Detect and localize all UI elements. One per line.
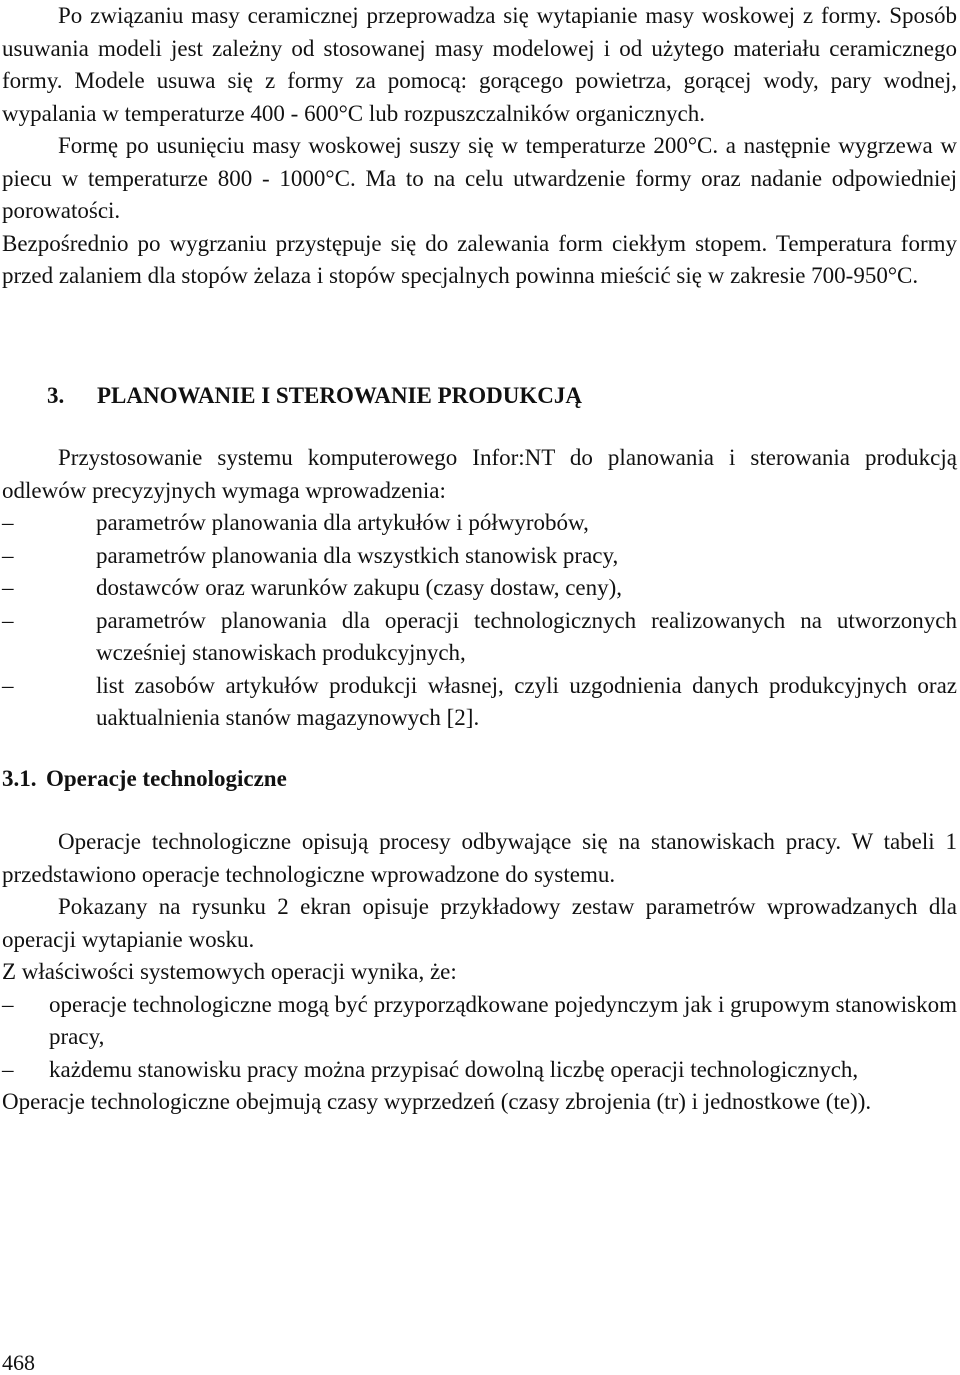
dash-bullet: – (2, 542, 14, 568)
list-item: – parametrów planowania dla operacji technologicznych realizowanych na utworzonych wcześniej stanowiskach produkcyjnych, (2, 605, 957, 670)
dash-bullet: – (2, 607, 14, 633)
paragraph-pouring: Bezpośrednio po wygrzaniu przystępuje się do zalewania form ciekłym stopem. Temperatura formy przed zalaniem dla stopów żelaza i stopów specjalnych powinna mieścić się w zakresie 700-950°C. (2, 230, 957, 288)
properties-list (2, 989, 957, 1087)
list-item: – operacje technologiczne mogą być przyporządkowane pojedynczym jak i grupowym stanowiskom pracy, (2, 989, 957, 1054)
section-3-1-body (2, 826, 957, 1119)
section-3-1-heading (2, 764, 287, 794)
dash-bullet: – (2, 672, 14, 698)
paragraph-operations: Operacje technologiczne opisują procesy odbywające się na stanowiskach pracy. W tabeli 1 przedstawiono operacje technologiczne wprowadzone do systemu. (2, 829, 957, 887)
dash-bullet: – (2, 991, 14, 1017)
list-item: – parametrów planowania dla artykułów i półwyrobów, (2, 507, 957, 540)
text-block-intro (2, 0, 957, 293)
section-3-1-number: 3.1. (2, 766, 37, 791)
dash-bullet: – (2, 575, 14, 600)
dash-bullet: – (2, 510, 14, 535)
paragraph-properties: Z właściwości systemowych operacji wynika, że: (2, 959, 457, 984)
paragraph-lead-times: Operacje technologiczne obejmują czasy wyprzedzeń (czasy zbrojenia (tr) i jednostkowe (te)). (2, 1089, 872, 1114)
section-3-1-title: Operacje technologiczne (46, 766, 287, 791)
paragraph-wax-removal: Po związaniu masy ceramicznej przeprowadza się wytapianie masy woskowej z formy. Sposób usuwania modeli jest zależny od stosowanej masy modelowej i od użytego materiału ceramicznego formy. Modele usuwa się z formy za pomocą: gorącego powietrza, gorącej wody, pary wodnej, wypalania w temperaturze 400 - 600°C lub rozpuszczalników organicznych. (2, 3, 957, 126)
section-3-number: 3. (47, 383, 65, 408)
section-3-intro: Przystosowanie systemu komputerowego Infor:NT do planowania i sterowania produkcją odlewów precyzyjnych wymaga wprowadzenia: (2, 445, 957, 503)
requirements-list (2, 507, 957, 735)
section-3-body (2, 442, 957, 735)
paragraph-figure-2: Pokazany na rysunku 2 ekran opisuje przykładowy zestaw parametrów wprowadzanych dla operacji wytapianie wosku. (2, 894, 957, 952)
list-item: – list zasobów artykułów produkcji własnej, czyli uzgodnienia danych produkcyjnych oraz uaktualnienia stanów magazynowych [2]. (2, 670, 957, 735)
paragraph-mould-drying: Formę po usunięciu masy woskowej suszy się w temperaturze 200°C. a następnie wygrzewa w piecu w temperaturze 800 - 1000°C. Ma to na celu utwardzenie formy oraz nadanie odpowiedniej porowatości. (2, 133, 957, 223)
list-item: – każdemu stanowisku pracy można przypisać dowolną liczbę operacji technologicznych, (2, 1054, 957, 1087)
list-item: – dostawców oraz warunków zakupu (czasy dostaw, ceny), (2, 572, 957, 605)
section-3-heading (47, 381, 582, 411)
dash-bullet: – (2, 1056, 14, 1082)
page-number: 468 (2, 1350, 35, 1375)
section-3-title: PLANOWANIE I STEROWANIE PRODUKCJĄ (97, 383, 582, 408)
list-item: – parametrów planowania dla wszystkich stanowisk pracy, (2, 540, 957, 573)
